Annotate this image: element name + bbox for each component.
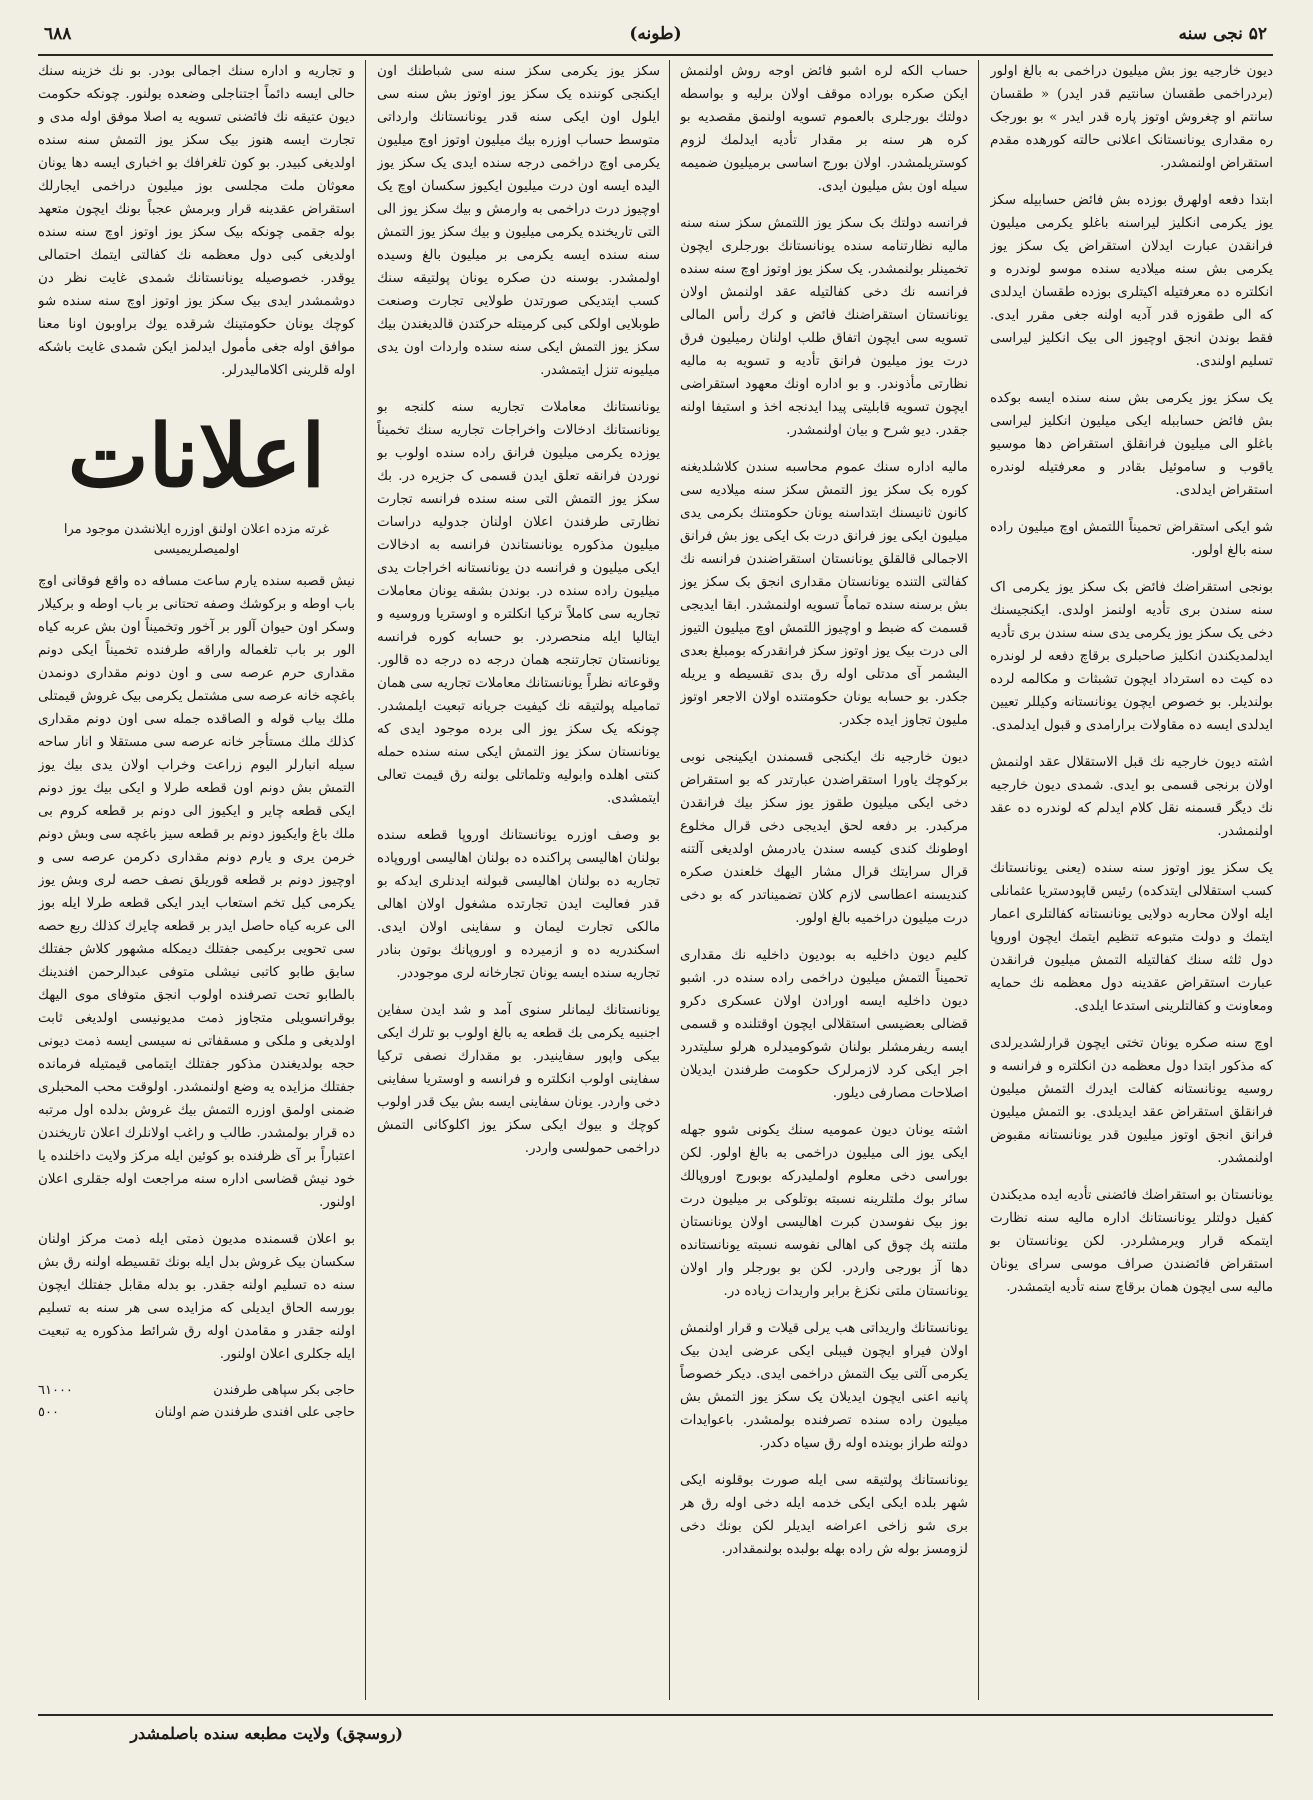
article-paragraph: اوچ سنه صکره یونان تختی ایچون قرارلشدیرلدی که مذکور ابتدا دول معظمه دن انکلتره و فرانسه و روسیه یونانستانه کفالت ایدرك التمش میلیون فرانقلق استقراض عقد ایدیلدی. بو التمش میلیون فرانق انجق اوتوز میلیون قدر یونانستانه مقبوض اولنمشدر. bbox=[990, 1036, 1273, 1166]
column-4 bbox=[38, 60, 355, 1700]
signature-line bbox=[38, 1402, 355, 1424]
column-divider bbox=[669, 60, 670, 1700]
signature-name: حاجی بکر سپاهی طرفندن bbox=[213, 1383, 355, 1398]
page-number: ٦٨٨ bbox=[44, 24, 72, 44]
column-2 bbox=[680, 60, 968, 1700]
article-paragraph: اشته یونان دیون عمومیه سنك یکونی شوو جهله ایکی یوز الی میلیون دراخمی به بالغ اولور. لکن بوراسی دخی معلوم اولملیدرکه بوبورج اوروپالك سائر بوك ملتلرینه نسبته بوتلوکی بر میلیون درت بوز بیک نفوسدن کبرت اهالیسی اولان یونانستان ملتنه پك چوق کی اهالی نفوسه نسبته یونانستانده دها آز بورجی واردر. لکن بو بورجلر وار اولان یونانستان ملتی نكزغ برابر واریدات زیاده در. bbox=[680, 1123, 968, 1299]
article-paragraph: دیون خارجیه نك ایکنجی قسمندن ایکینجی نوبی برکوچك یاورا استقراضدن عبارتدر که بو استقراض دخی ایکی میلیون طقوز یوز سکز بیك فرانقدن مرکبدر. بر دفعه لحق ایدیجی دخی قرال مخلوع اوطونك کندی کیسه سندن یادرمش اولدیغی آلتنه قرال سرایتك قرال مشار الیهك خلعندن صکره کندیسنه اعطاسی لازم کلان تضمیناتدر که بو دخی درت میلیون دراخمیه بالغ اولور. bbox=[680, 750, 968, 926]
announcements-heading: اعلانات bbox=[67, 406, 326, 507]
signature-line bbox=[38, 1380, 355, 1402]
article-paragraph: یک سکز یوز اوتوز سنه سنده (یعنی یونانستانك کسب استقلالی ایتدکده) رئیس قاپودستریا عثمانلی ایله اولان محاربه دولایی یونانستانه کفالتلری اعمار ایتمك و دولت متبوعه تنظیم ایتمك ایچون اوروپا دول ثلثه سنك کفالتیله التمش میلیون فرانقدن عبارت استقراض عقدینه دول معظمه نك حمایه ومعاونت و کفالتلرینی استدعا ایلدی. bbox=[990, 861, 1273, 1014]
column-3 bbox=[377, 60, 660, 1700]
announcement-paragraph: بو اعلان قسمنده مدیون ذمتی ایله ذمت مرکز اولنان سکسان بیک غروش بدل ایله بونك تقسیطه اولنه رق بش سنه ده تسلیم اولنه جقدر. بو بدله مقابل جفتلك ایچون بورسه الحاق ایدیلی که مزایده سی هر سنه به تسلیم اولنه جقدر و مقامدن اوله رق شرائط مذکوره یه تبعیت ایله جکلری اعلان اولنور. bbox=[38, 1232, 355, 1362]
article-paragraph: اشته دیون خارجیه نك قبل الاستقلال عقد اولنمش اولان برنجی قسمی بو ایدی. شمدی دیون خارجیه نك دیگر قسمنه نقل کلام ایدلم که لوندره ده عقد اولنمشدر. bbox=[990, 755, 1273, 839]
column-divider bbox=[365, 60, 366, 1700]
article-paragraph: حساب الکه لره اشبو فائض اوجه روش اولنمش ایکن صکره بوراده موقف اولان برلیه و بواسطه دولتك بورجلری بالعموم تسویه اولنمق مقصدیه بو کره هر سنه بر مقدار تأدیه ایدلمك لزوم کوستریلمشدر. اولان بورج اساسی برمیلیون ضمیمه سیله اون بش میلیون ایدی. bbox=[680, 64, 968, 194]
issue-number: ۵۲ نجی سنه bbox=[1178, 24, 1267, 44]
article-paragraph: فرانسه دولتك بک سکز یوز اللتمش سکز سنه سنه مالیه نظارتنامه سنده یونانستانك بورجلری ایچون تخمینلر بولنمشدر. یک سکز یوز اوتوز اوچ سنه سنده فرانسه نك دخی کفالتیله عقد اولنمش اولان یونانستان استقراضنك فائض و کرك رأس المالی تسویه سی ایچون اتفاق طلب اولنان رمیلیون فرق درت یوز میلیون فرانق تأدیه و تسویه به مالیه نظارتی مأذوندر. و بو اداره اونك معهود استقراضی ایچون تسویه قابلیتی پیدا ایدنجه اخذ و استیفا اولنه جقدر. دیو شرح و بیان اولنمشدر. bbox=[680, 216, 968, 438]
article-paragraph: و تجاریه و اداره سنك اجمالی بودر. بو نك خزینه سنك حالی ایسه دائماً اجتناجلی وضعده بولنور. چونکه حکومت دیون عتیقه نك فائضنی تسویه یه اصلا موفق اوله مدی و تجارت ایسه هنوز بیک سکز یوز التمش سنه سنده اولدیغی کبیدر. بو کون تلغرافك بو اخباری ایسه دها یونان معوثان ملت مجلسی بوز میلیون دراخمی ایجارلك استقراض عقدینه قرار وبرمش عجباً بونك ایچون متعهد بوله جقمی چونکه بیک سکز یوز اوتوز اوچ سنه سنده اولدیغی کبی دول معظمه نك کفالتی ایتمك احتمالی یوقدر. خصوصیله یونانستانك شمدی غایت نظر دن دوشمشدر ایدی بیک سکز یوز اوتوز اوچ سنه سنده شو کوچك یونان حکومتینك شرقده یوك براوبون اونا معنا موافق اوله جغی مأمول ایدلمز ایکن شمدی غایت باشكه اوله قلرینی اکلامالیدرلر. bbox=[38, 64, 355, 378]
page-header bbox=[38, 14, 1273, 56]
article-paragraph: دیون خارجیه یوز بش میلیون دراخمی به بالغ اولور (بردراخمی طقسان سانتیم قدر ایدر) « طقسان سانتم او چغروش اوتوز پاره قدر ایدر » بو بورجک ره مقداری یونانستانک اعلانی حالته کورهده مقدم استقراض اولنمشدر. bbox=[990, 64, 1273, 171]
signature-amount: ٥٠٠ bbox=[38, 1405, 59, 1420]
article-paragraph: مالیه اداره سنك عموم محاسبه سندن کلاشلدیغنه کوره بک سکز یوز التمش سکز سنه میلادیه سی کانون ثانیسنك ابتداسنه یونان حکومتنك بکرمی یدی میلیون ایکی یوز فرانق درت بک ایکی یوز بش فرانق الاجمالی قالقلق یونانستان استقراضندن فرانسه نك کفالتی التنده یونانستان مقداری انجق بک سکز یوز بش برسنه سنده تماماً تسویه اولنمشدر. ابقا ایدیجی قسمت که ضبط و اوچیوز اللتمش اوچ میلیون التیوز الی درت بیک یوز اوتوز سکز فرانقدرکه بومبلغ بعدی البشمر آی مدتلی اوله رق بدی تقسیطه و یریله جکدر. بو حسابه یونان حکومتنده اولان الاجعر اوتوز ملیون تجاوز ایده جکدر. bbox=[680, 460, 968, 728]
article-paragraph: یونانستانك پولتیقه سی ایله صورت بوقلونه ایکی شهر بلده ایکی ایکی خدمه ایله دخی اوله رق هر بری شو زاخی اعراضه ایدیلر لکن بونك دخی لزومسز بوله ش راده بهله بولبده بولنمقدادر. bbox=[680, 1473, 968, 1557]
article-paragraph: یک سکز یوز یکرمی بش سنه سنده ایسه بوکده بش فائض حساببله ایکی میلیون انکلیز لیراسی باغلو الی میلیون فرانقلق استقراض دها موسیو یاقوب و ساموئیل بقادر و معرفتیله لوندره استقراض ایدلدی. bbox=[990, 391, 1273, 498]
column-divider bbox=[978, 60, 979, 1700]
newspaper-page bbox=[38, 14, 1273, 1762]
printer-imprint: (روسچق) ولایت مطبعه سنده باصلمشدر bbox=[130, 1724, 403, 1743]
article-paragraph: کلیم دیون داخلیه به بودیون داخلیه نك مقداری تحمیناً التمش میلیون دراخمی راده سنده در. اشبو دیون داخلیه ایسه اورادن اولان عسکری دکرو قضالی بعضیسی استقلالی ایچون اوقتلنده و قسمی ایسه ریفرمشلر بولنان شوکومیدلره هرلو سلیتدرد اجر ایکی کرد لازمرلرک حکومت طرفندن ایدیلان اصلاحات مصارفی دیلور. bbox=[680, 948, 968, 1101]
article-paragraph: شو ایکی استقراض تحمیناً اللتمش اوچ میلیون راده سنه بالغ اولور. bbox=[990, 520, 1273, 558]
announcements-subtitle: غرته مزده اعلان اولنق اوزره ایلانشدن موجود مرا اولمیصلریمیسی bbox=[63, 522, 330, 557]
article-paragraph: بو وصف اوزره یونانستانك اوروپا قطعه سنده بولنان اهالیسی پراکنده ده بولنان اهالیسی اوروپاده تجاریه ده بولنان اهالیسی قبولنه ایدنلری ایدکه بو قدر فعالیت ایدن تجارتده مشغول اولان اهالی مالکی تجارت لیمان و سفاینی اولان ایدی. اسکندریه ده و ازمیرده و اوروپانك بوتون بنادر تجاریه سنده ایسه یونان تجارخانه لری موجوددر. bbox=[377, 828, 660, 981]
article-paragraph: ابتدا دفعه اولهرق بوزده بش فائض حسابیله سکز یوز یکرمی انکلیز لیراسنه باغلو یکرمی میلیون فرانقدن عبارت ایدلان استقراض یک سکز یوز یکرمی بش سنه میلادیه سنده موسو لوندره و انکلتره ده معرفتیله اکیتلری بوزده طقسان ایدلدی که الی طقوزه قدر آدیه اولنه جغی مقرر ایدی. فقط بوندن انجق اوچیوز الی بیک انکلیز لیراسی تسلیم اولندی. bbox=[990, 193, 1273, 369]
signature-name: حاجی علی افندی طرفندن ضم اولنان bbox=[154, 1405, 355, 1420]
article-paragraph: یونانستانك معاملات تجاریه سنه کلنجه بو یونانستانك ادخالات واخراجات تجاریه سنك تخمیناً یوزده یکرمی میلیون فرانق راده سنده اولوب بو نوردن فرانقه تعلق ایدن قسمی ک جزیره در. بك سکز یوز التمش التی سنه سنده فرانسه تجارت نظارتی طرفندن اعلان اولنان جدولیه دراسات میلیون مذکوره یونانستاندن فرانسه به ادخالات ایکی میلیون و فرانسه دن یونانستانه اخراجات یدی میلیون راده سنده در. بوندن بشقه یونان معاملات تجاریه سی کاملاً ترکیا انکلتره و اوستریا وروسیه و ایتالیا ایله منحصردر. بو حسابه کوره فرانسه یونانستان تجارتنجه همان درجه ده درجه ده قالور. وقوعاته نظراً یونانستانك معاملات تجاریه سی همان تمامیله پولتیقه نك کیفیت جریانه تبعیت ایلمشدر. چونکه یک سکز یوز الی برده موجود ایدی که یونانستان سکز یوز التمش ایکی سنه سنده حمله کنتی اهلده وابولیه وتلماتلی بولنه رق قیمت تعالی ایتمشدی. bbox=[377, 400, 660, 806]
article-paragraph: یونانستانك لیمانلر سنوی آمد و شد ایدن سفاین اجنبیه یکرمی بك قطعه یه بالغ اولوب بو تلرك ایکی بیکی واپور سفاینیدر. بو مقدارك نصفی ترکیا سفاینی اولوب انکلتره و فرانسه و اوستریا سفاینی دخی واردر. یونان سفاینی ایسه بش بیک قدر اولوب کوچك و بیوك ایکی سکز یوز اکلوکانی التمش دراخمی حمولسی واردر. bbox=[377, 1003, 660, 1156]
signature-amount: ٦١٠٠٠ bbox=[38, 1383, 73, 1398]
column-1 bbox=[990, 60, 1273, 1700]
page-footer bbox=[38, 1714, 1273, 1752]
article-paragraph: یونانستان بو استقراضك فائضنی تأدیه ایده مدیکندن کفیل دولتلر یونانستانك اداره مالیه سنه نظارت ایتمکه قرار ویرمشلردر. لکن یونانستان بو استقراض فائضندن صراف موسی سرای یونان مالیه سی ایچون همان برقاچ سنه تأدیه ایتمشدر. bbox=[990, 1188, 1273, 1295]
announcement-paragraph: نیش قصبه سنده یارم ساعت مسافه ده واقع فوقانی اوچ باب اوطه و برکوشك وصفه تحتانی بر باب اوطه و برکیلار وسکر اون حیوان آلور بر آخور وتخمیناً اون بش عربه کیاه الور بر باب تلغماله واراقه طرفنده تخمیناً ایکی دونم مقداری حرم عرصه سی و اون دونم مقداری دونمدن باغچه خانه عرصه سی مشتمل یکرمی بیک غروش قیمتلی ملك بیاب قوله و الصاقده جمله سی اون دونم مقداری کذلك ملك مستأجر خانه عرصه سی مستقلا و انار ساحه سیله انبارلر الیوم زراعت وخراب اولان یدی بیك یوز التمش بش دونم اون قطعه طرلا و ایکی بیك یوز دونم ایکی قطعه چایر و ایکیوز الی دونم بر قطعه کروم بی ملك باغ وایکیوز دونم بر قطعه سیز باغچه سی وبش دونم خرمن یری و یارم دونم مقداری دکرمن عرصه سی و اوچیوز دونم بر قطعه قوریلق نصف حصه لری وبش یوز یکرمی کیل تخم استعاب ایدر ایکی قطعه طرلا ایله بوز الی عربه کیاه حاصل ایدر بر قطعه چایرك کذلك ربع حصه سی تحویی برکیمی جفتلك دیمکله مشهور کلاش جفتلك سابق طابو کاتبی نیشلی متوفی عبدالرحمن افندینك بالطابو تحت تصرفنده اولوب انجق متوفای موی الیهك بوقرانسویلی متجاوز ذمت مدیونیسی اولدیغی ثابت اولدیغی و ملکی و مسقفاتی نه سیسی ایسه ذمت دیونی حجه بولدیغندن مذکور جفتلك ایتمامی قیمتیله فرمانده جفتلك مزایده یه وضع اولنمشدر. اولوقت محب المحبلری ضمنی اولمق اوزره التمش بیك غروش بدلده اول مرتبه ده قرار بولمشدر. طالب و راغب اولانلرك اعلان تاریخندن اعتباراً بر آی ظرفنده بو کوئین ایله مرکز ولایت داخلنده یا خود نیش قضاسی اداره سنه مراجعت اوله جقلری اعلان اولنور. bbox=[38, 574, 355, 1210]
article-paragraph: سکز یوز یکرمی سکز سنه سی شباطنك اون ایکنجی کوننده یک سکز یوز اوتوز بش سنه سی ایلول اون ایکی سنه قدر یونانستانك وارداتی متوسط حساب اوزره بیك میلیون اوتوز اوچ میلیون یکرمی اوچ دراخمی درجه سنده ایدی یک سکز یوز الیده ایسه اون درت میلیون ایکیوز سکسان اوچ یک اوچیوز درت دراخمی به وارمش و بیك سکز یوز الی التی تاریخنده یکرمی میلیون و بیك سکز یوز التمش سنه سنده ایسه یکرمی بر میلیون بالغ وسیده اولمشدر. بوسنه دن صکره یونان پولتیقه سنك کسب ایتدیکی صورتدن طولایی تجارت وصنعت طوبلایی اولکی کبی کرمیتله حرکتدن قالدیغندن بیك سکز یوز التمش ایکی سنه سنده واردات اون یدی میلیونه تنزل ایتمشدر. bbox=[377, 64, 660, 378]
article-paragraph: بونجی استقراضك فائض بک سکز یوز یکرمی اک سنه سندن بری تأدیه اولنمز اولدی. ایکنجیسنك دخی یک سکز یوز یکرمی یدی سنه سندن بری تأدیه ایدلمدیکندن انکلیز صاحبلری برقاچ دفعه لر لوندره ده کیت ده استرداد ایچون تشبثات و مکالمه لرده بولندیلر. بو خصوص ایچون یونانستانه وکیللر تعیین ایدلدی ایسه ده مقاولات برارامدی و قبول ایدلمدی. bbox=[990, 580, 1273, 733]
newspaper-title: (طونه) bbox=[629, 24, 682, 44]
article-paragraph: یونانستانك واریداتی هب یرلی قیلات و قرار اولنمش اولان فیراو ایچون فیبلی ایکی عرضی ایدن بیک یکرمی آلتی بیک التمش دراخمی ایدی. دیکر خصوصاً پانیه اعنی ایچون ایدیلان یک سکز یوز التمش بش میلیون راده سنده تصرفنده بولمشدر. باعوایدات دولته طراز بوینده اوله رق سیاه دکدر. bbox=[680, 1321, 968, 1451]
